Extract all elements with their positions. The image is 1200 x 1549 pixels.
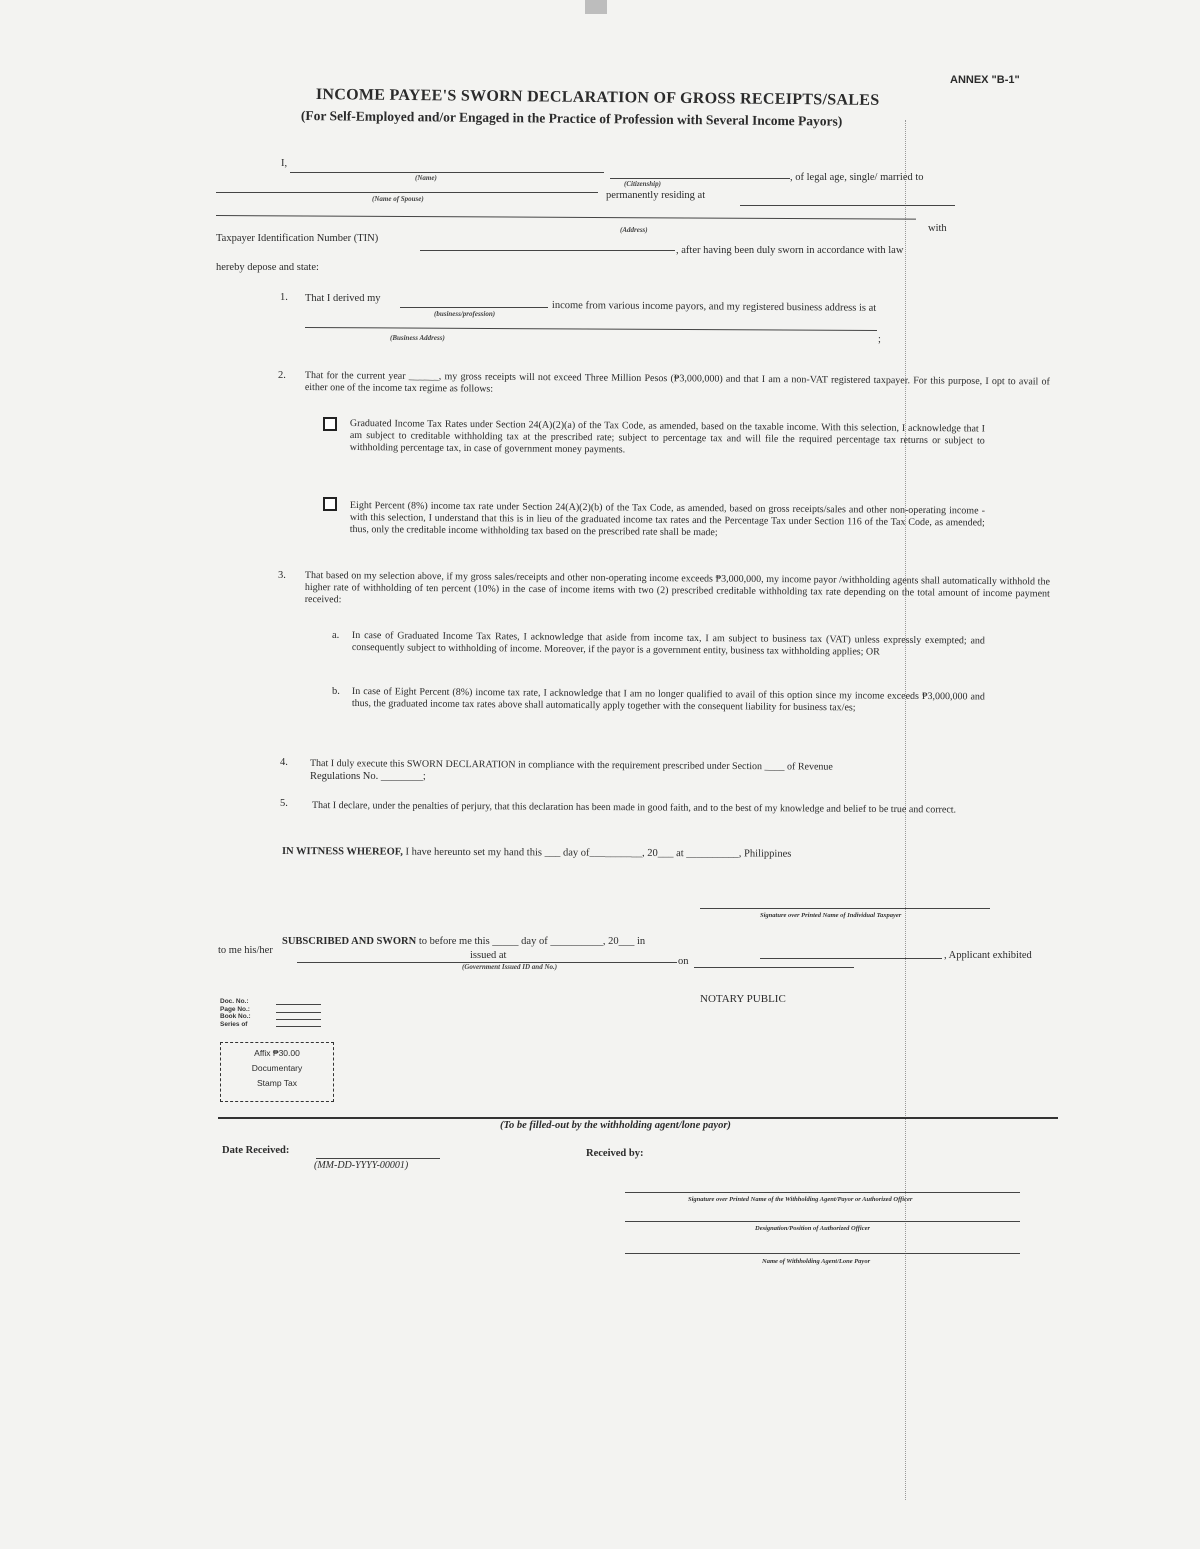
annex-label: ANNEX "B-1" xyxy=(950,74,1020,86)
tin-field[interactable] xyxy=(420,250,675,251)
legal-age-text: , of legal age, single/ married to xyxy=(790,172,924,183)
book-no-field[interactable] xyxy=(276,1019,321,1020)
scan-mark xyxy=(585,0,607,14)
eight-percent-text: Eight Percent (8%) income tax rate under Section 24(A)(2)(b) of the Tax Code, as amended, based on gross receipts/sales and other non-operating income - with this selection, I understand that this is in lieu of the graduated income tax rates and the Percentage Tax under Section 116 of the Tax Code, as amended; thus, only the creditable income withholding tax based on the prescribed rate shall be made; xyxy=(349,500,985,539)
citizenship-field[interactable] xyxy=(610,178,790,179)
page-no-field[interactable] xyxy=(276,1012,321,1013)
doc-number-block xyxy=(220,998,251,1028)
item-1-semicolon: ; xyxy=(878,334,881,345)
item-4-text-a: That I duly execute this SWORN DECLARATION in compliance with the requirement prescribed under Section ____ of Revenue xyxy=(309,758,833,773)
series-label: Series of xyxy=(220,1020,248,1028)
depose-text: hereby depose and state: xyxy=(216,262,319,273)
income-type-field[interactable] xyxy=(400,307,548,308)
item-1-number: 1. xyxy=(280,292,288,303)
withholding-agent-field[interactable] xyxy=(625,1253,1020,1254)
residence-field[interactable] xyxy=(740,205,955,206)
subscribed-text: to before me this _____ day of __________, 20___ in xyxy=(418,936,646,947)
intro-i: I, xyxy=(281,158,288,169)
item-5-text: That I declare, under the penalties of perjury, that this declaration has been made in good faith, and to the best of my knowledge and belief to be true and correct. xyxy=(311,800,957,816)
graduated-rate-text: Graduated Income Tax Rates under Section 24(A)(2)(a) of the Tax Code, as amended, based on the taxable income. With this selection, I acknowledge that I am subject to creditable withholding tax at the prescribed rate; subject to percentage tax and will file the required percentage tax returns or subject to withholding percentage tax, in case of government money payments. xyxy=(349,418,985,456)
item-1-text-a: That I derived my xyxy=(305,293,381,304)
name-field[interactable] xyxy=(290,172,604,173)
payor-banner: (To be filled-out by the withholding agent/lone payor) xyxy=(500,1120,731,1131)
spouse-caption: (Name of Spouse) xyxy=(372,195,424,203)
issued-date-field[interactable] xyxy=(694,967,854,968)
sworn-text: , after having been duly sworn in accordance with law xyxy=(676,245,904,256)
item-3a-text: In case of Graduated Income Tax Rates, I acknowledge that aside from income tax, I am subject to business tax (VAT) unless expressly exempted; and consequently subject to withholding of income. Moreover, if the payor is a government entity, business tax withholding applies; OR xyxy=(351,630,985,658)
item-2-text: That for the current year ______, my gross receipts will not exceed Three Million Pesos (₱3,000,000) and that I am a non-VAT registered taxpayer. For this purpose, I opt to avail of either one of the income tax regime as follows: xyxy=(304,370,1050,395)
book-no-label: Book No.: xyxy=(220,1013,251,1020)
item-4-text-b: Regulations No. ________; xyxy=(310,771,426,782)
permanently-text: permanently residing at xyxy=(606,190,706,201)
date-received-label: Date Received: xyxy=(222,1145,290,1156)
item-2-number: 2. xyxy=(278,370,286,381)
with-text: with xyxy=(928,223,947,234)
date-format-hint: (MM-DD-YYYY-00001) xyxy=(314,1160,409,1171)
form-title: INCOME PAYEE'S SWORN DECLARATION OF GROSS RECEIPTS/SALES xyxy=(315,86,880,109)
item-3a-label: a. xyxy=(332,630,340,641)
on-text: on xyxy=(678,956,689,967)
series-field[interactable] xyxy=(276,1026,321,1027)
doc-no-label: Doc. No.: xyxy=(220,998,249,1005)
witness-text: I have hereunto set my hand this ___ day of__________, 20___ at __________, Philippines xyxy=(405,846,792,860)
applicant-text: , Applicant exhibited xyxy=(944,950,1032,961)
business-address-caption: (Business Address) xyxy=(390,334,445,342)
issued-at-text: issued at xyxy=(470,950,507,961)
graduated-rate-checkbox[interactable] xyxy=(323,417,337,431)
tin-label: Taxpayer Identification Number (TIN) xyxy=(216,233,379,244)
stamp-line-2: Documentary xyxy=(251,1063,303,1073)
stamp-line-3: Stamp Tax xyxy=(256,1078,297,1088)
item-5-number: 5. xyxy=(280,798,288,809)
government-id-caption: (Government Issued ID and No.) xyxy=(462,963,558,971)
designation-field[interactable] xyxy=(625,1221,1020,1222)
section-divider xyxy=(218,1117,1058,1119)
documentary-stamp-box xyxy=(220,1042,334,1102)
designation-caption: Designation/Position of Authorized Officer xyxy=(755,1225,871,1232)
withholding-agent-caption: Name of Withholding Agent/Lone Payor xyxy=(762,1258,871,1265)
witness-line xyxy=(282,846,791,860)
date-received-field[interactable] xyxy=(316,1158,440,1159)
doc-no-field[interactable] xyxy=(276,1004,321,1005)
stamp-line-1: Affix ₱30.00 xyxy=(254,1048,300,1058)
item-1-text-b: income from various income payors, and my registered business address is at xyxy=(551,300,877,314)
spouse-field[interactable] xyxy=(216,192,598,193)
page-no-label: Page No.: xyxy=(220,1005,250,1013)
name-caption: (Name) xyxy=(415,174,437,182)
officer-signature-field[interactable] xyxy=(625,1192,1020,1193)
item-3-number: 3. xyxy=(278,570,286,581)
item-3b-label: b. xyxy=(332,686,340,697)
notary-place-field[interactable] xyxy=(760,958,942,959)
item-4-number: 4. xyxy=(280,757,288,768)
witness-lead: IN WITNESS WHEREOF, xyxy=(281,846,403,858)
citizenship-caption: (Citizenship) xyxy=(624,180,661,188)
address-field[interactable] xyxy=(216,215,916,220)
item-3-text: That based on my selection above, if my gross sales/receipts and other non-operating income exceeds ₱3,000,000, my income payor /withholding agents shall automatically withhold the higher rate of withholding of ten percent (10%) in the case of income items with two (2) prescribed creditable withholding tax rate depending on the total amount of income payment received: xyxy=(304,570,1050,606)
form-subtitle: (For Self-Employed and/or Engaged in the Practice of Profession with Several Income Payors) xyxy=(300,108,843,129)
item-3b-text: In case of Eight Percent (8%) income tax rate, I acknowledge that I am no longer qualified to avail of this option since my income exceeds ₱3,000,000 and thus, the graduated income tax rates above shall automatically apply together with the consequent liability for business tax/es; xyxy=(351,686,985,714)
officer-signature-caption: Signature over Printed Name of the Withholding Agent/Payor or Authorized Officer xyxy=(688,1196,913,1203)
notary-public-label: NOTARY PUBLIC xyxy=(700,993,786,1005)
received-by-label: Received by: xyxy=(586,1148,644,1159)
subscribed-line xyxy=(282,936,645,947)
to-me-text: to me his/her xyxy=(218,945,273,956)
eight-percent-checkbox[interactable] xyxy=(323,497,337,511)
taxpayer-signature-caption: Signature over Printed Name of Individual Taxpayer xyxy=(760,912,902,919)
business-address-field[interactable] xyxy=(305,327,877,331)
subscribed-lead: SUBSCRIBED AND SWORN xyxy=(282,936,417,947)
taxpayer-signature-field[interactable] xyxy=(700,908,990,909)
income-type-caption: (business/profession) xyxy=(434,310,496,318)
address-caption: (Address) xyxy=(620,226,648,234)
